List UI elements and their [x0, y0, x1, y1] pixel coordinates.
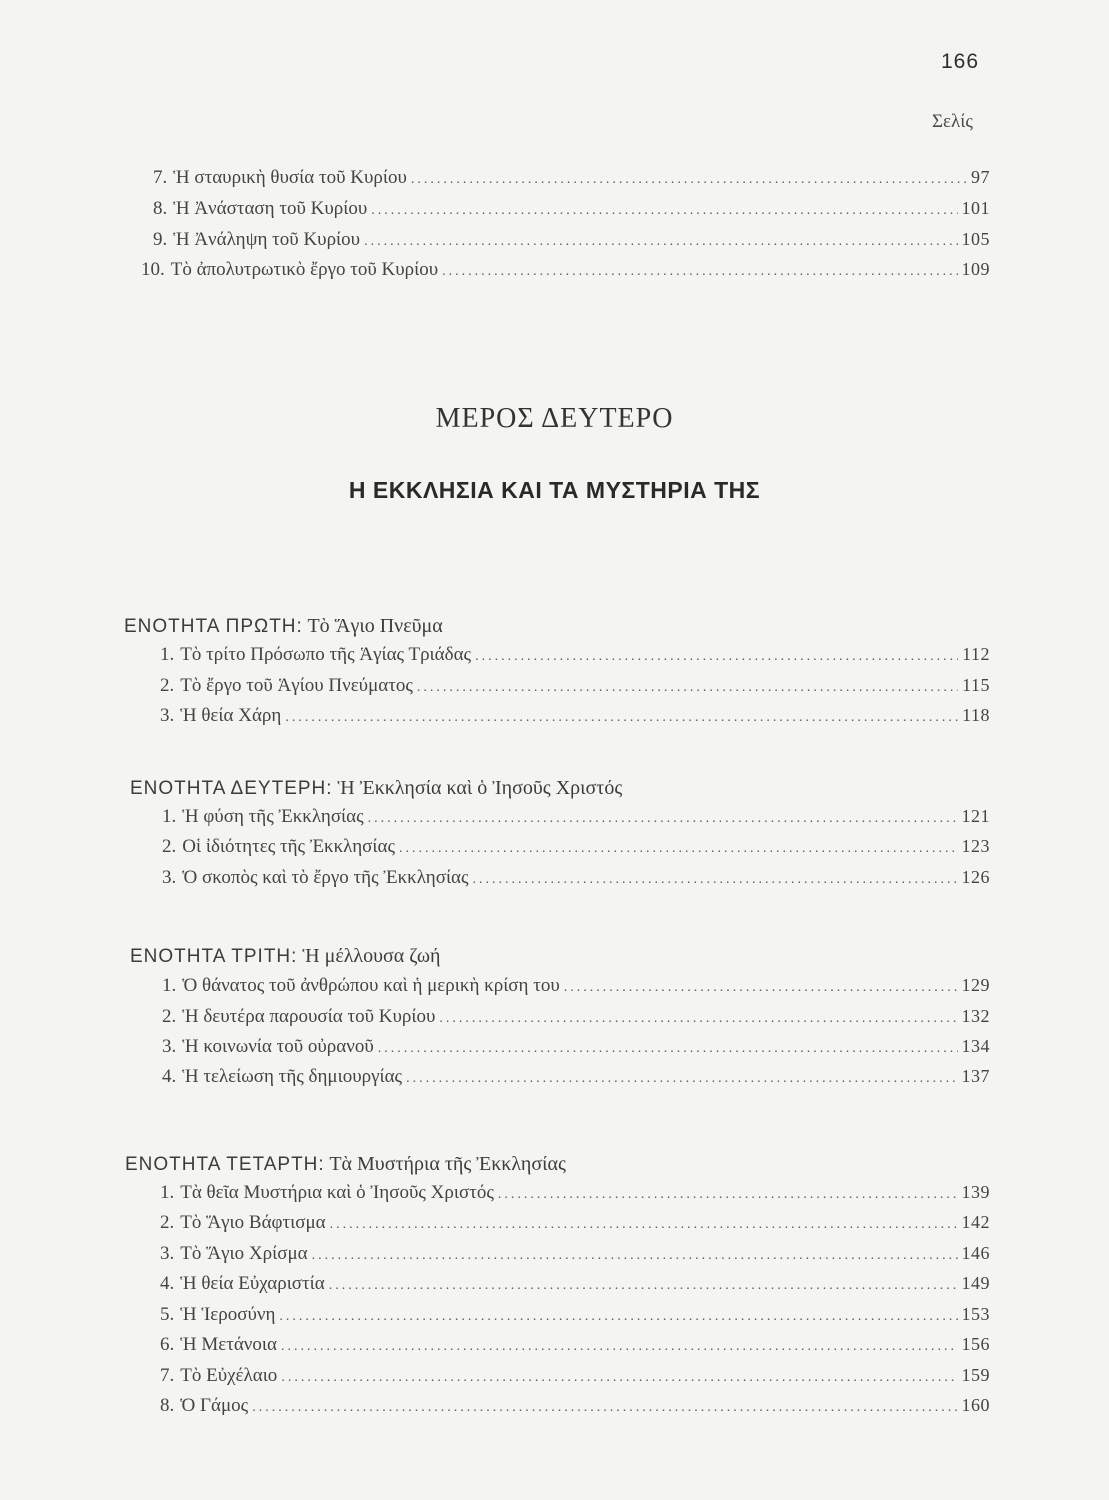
- toc-entry: [162, 1066, 990, 1096]
- dot-leader: [330, 1217, 958, 1233]
- entry-title: Τὰ θεῖα Μυστήρια καὶ ὁ Ἰησοῦς Χριστός: [180, 1182, 494, 1203]
- entry-title: Τὸ Εὐχέλαιο: [180, 1365, 278, 1386]
- page-number: 166: [941, 50, 980, 73]
- entry-number: 4.: [162, 1066, 177, 1087]
- toc-entry: [160, 1243, 990, 1273]
- dot-leader: [417, 680, 958, 696]
- dot-leader: [564, 980, 958, 996]
- entry-page: 160: [961, 1395, 990, 1415]
- entry-page: 149: [961, 1273, 990, 1293]
- entry-page: 134: [961, 1036, 990, 1056]
- entry-page: 142: [961, 1212, 990, 1232]
- part-heading: ΜΕΡΟΣ ΔΕΥΤΕΡΟ: [435, 403, 674, 434]
- entry-title: Τὸ τρίτο Πρόσωπο τῆς Ἁγίας Τριάδας: [180, 644, 472, 665]
- section-label: ΕΝΟΤΗΤΑ ΠΡΩΤΗ:: [124, 616, 303, 637]
- toc-entry: [160, 675, 990, 705]
- entry-number: 7.: [153, 167, 168, 188]
- section-label: ΕΝΟΤΗΤΑ ΤΕΤΑΡΤΗ:: [125, 1154, 325, 1175]
- toc-entry: [160, 1212, 990, 1242]
- dot-leader: [498, 1187, 958, 1203]
- dot-leader: [473, 872, 958, 888]
- entry-number: 1.: [160, 1182, 175, 1203]
- entry-title: Οἱ ἰδιότητες τῆς Ἐκκλησίας: [182, 836, 395, 857]
- dot-leader: [281, 1339, 958, 1355]
- entry-number: 1.: [162, 975, 177, 996]
- part-subtitle: Η ΕΚΚΛΗΣΙΑ ΚΑΙ ΤΑ ΜΥΣΤΗΡΙΑ ΤΗΣ: [348, 477, 761, 503]
- entry-title: Τὸ Ἅγιο Χρίσμα: [180, 1243, 308, 1264]
- entry-page: 109: [961, 259, 990, 279]
- entry-title: Ἡ Ἀνάληψη τοῦ Κυρίου: [173, 229, 361, 250]
- entry-title: Ὁ σκοπὸς καὶ τὸ ἔργο τῆς Ἐκκλησίας: [182, 867, 469, 888]
- section-heading: [124, 615, 443, 638]
- section-title: Ἡ Ἐκκλησία καὶ ὁ Ἰησοῦς Χριστός: [337, 777, 623, 799]
- entry-title: Ἡ τελείωση τῆς δημιουργίας: [182, 1066, 403, 1087]
- entry-page: 101: [961, 198, 990, 218]
- section-title: Ἡ μέλλουσα ζωή: [302, 945, 441, 967]
- entry-title: Τὸ ἀπολυτρωτικὸ ἔργο τοῦ Κυρίου: [170, 259, 439, 280]
- section-title: Τὸ Ἅγιο Πνεῦμα: [307, 615, 443, 637]
- entry-number: 9.: [153, 229, 168, 250]
- section-heading: [130, 945, 440, 968]
- entry-page: 129: [961, 975, 990, 995]
- toc-entry: [160, 644, 990, 674]
- entry-number: 2.: [160, 675, 175, 696]
- entry-number: 10.: [141, 259, 165, 280]
- dot-leader: [285, 710, 958, 726]
- dot-leader: [279, 1309, 957, 1325]
- entry-title: Ὁ θάνατος τοῦ ἀνθρώπου καὶ ἡ μερικὴ κρίση του: [182, 975, 560, 996]
- toc-entry: [160, 1365, 990, 1395]
- dot-leader: [439, 1011, 957, 1027]
- toc-entry: [141, 259, 990, 289]
- dot-leader: [312, 1248, 958, 1264]
- toc-entry: [160, 1395, 990, 1425]
- entry-title: Ἡ Ἱεροσύνη: [180, 1304, 276, 1325]
- dot-leader: [281, 1370, 957, 1386]
- section-label: ΕΝΟΤΗΤΑ ΔΕΥΤΕΡΗ:: [130, 778, 333, 799]
- entry-title: Τὸ Ἅγιο Βάφτισμα: [180, 1212, 326, 1233]
- entry-title: Ἡ θεία Εὐχαριστία: [180, 1273, 325, 1294]
- toc-entry: [153, 167, 990, 197]
- entry-number: 3.: [160, 1243, 175, 1264]
- entry-title: Ἡ σταυρικὴ θυσία τοῦ Κυρίου: [173, 167, 407, 188]
- entry-page: 118: [962, 705, 990, 725]
- dot-leader: [368, 811, 958, 827]
- toc-entry: [162, 1036, 990, 1066]
- entry-number: 7.: [160, 1365, 175, 1386]
- entry-title: Ἡ φύση τῆς Ἐκκλησίας: [182, 806, 364, 827]
- toc-entry: [160, 1273, 990, 1303]
- entry-title: Ἡ Ἀνάσταση τοῦ Κυρίου: [173, 198, 368, 219]
- entry-page: 115: [962, 675, 990, 695]
- toc-entry: [160, 1182, 990, 1212]
- entry-title: Ἡ κοινωνία τοῦ οὐρανοῦ: [182, 1036, 374, 1057]
- toc-entry: [153, 229, 990, 259]
- dot-leader: [371, 203, 957, 219]
- dot-leader: [442, 264, 957, 280]
- entry-page: 156: [961, 1334, 990, 1354]
- entry-page: 132: [961, 1006, 990, 1026]
- section-title: Τὰ Μυστήρια τῆς Ἐκκλησίας: [329, 1153, 566, 1175]
- section-label: ΕΝΟΤΗΤΑ ΤΡΙΤΗ:: [130, 946, 298, 967]
- dot-leader: [475, 649, 958, 665]
- entry-title: Ἡ Μετάνοια: [180, 1334, 277, 1355]
- toc-entry: [160, 1304, 990, 1334]
- toc-entry: [160, 1334, 990, 1364]
- entry-number: 8.: [153, 198, 168, 219]
- toc-entry: [162, 975, 990, 1005]
- dot-leader: [378, 1041, 958, 1057]
- entry-number: 1.: [160, 644, 175, 665]
- entry-number: 5.: [160, 1304, 175, 1325]
- dot-leader: [364, 234, 957, 250]
- entry-title: Τὸ ἔργο τοῦ Ἁγίου Πνεύματος: [180, 675, 413, 696]
- dot-leader: [411, 172, 967, 188]
- entry-page: 137: [961, 1066, 990, 1086]
- dot-leader: [406, 1071, 957, 1087]
- entry-number: 2.: [162, 836, 177, 857]
- dot-leader: [252, 1400, 957, 1416]
- entry-page: 146: [961, 1243, 990, 1263]
- entry-page: 112: [962, 644, 990, 664]
- entry-number: 3.: [162, 867, 177, 888]
- entry-number: 2.: [162, 1006, 177, 1027]
- entry-number: 1.: [162, 806, 177, 827]
- entry-title: Ἡ θεία Χάρη: [180, 705, 282, 726]
- entry-page: 159: [961, 1365, 990, 1385]
- entry-number: 4.: [160, 1273, 175, 1294]
- entry-number: 3.: [162, 1036, 177, 1057]
- section-heading: [130, 777, 622, 800]
- toc-entry: [162, 1006, 990, 1036]
- toc-entry: [162, 867, 990, 897]
- entry-page: 123: [961, 836, 990, 856]
- entry-page: 121: [961, 806, 990, 826]
- section-heading: [125, 1153, 566, 1176]
- dot-leader: [399, 841, 958, 857]
- entry-number: 3.: [160, 705, 175, 726]
- entry-page: 153: [961, 1304, 990, 1324]
- entry-number: 8.: [160, 1395, 175, 1416]
- toc-entry: [153, 198, 990, 228]
- dot-leader: [329, 1278, 958, 1294]
- entry-page: 126: [961, 867, 990, 887]
- entry-page: 139: [961, 1182, 990, 1202]
- entry-title: Ἡ δευτέρα παρουσία τοῦ Κυρίου: [182, 1006, 436, 1027]
- toc-entry: [162, 806, 990, 836]
- entry-title: Ὁ Γάμος: [180, 1395, 249, 1416]
- entry-number: 2.: [160, 1212, 175, 1233]
- pages-column-label: Σελίς: [932, 111, 973, 132]
- entry-number: 6.: [160, 1334, 175, 1355]
- toc-entry: [162, 836, 990, 866]
- entry-page: 105: [961, 229, 990, 249]
- toc-entry: [160, 705, 990, 735]
- entry-page: 97: [971, 167, 990, 187]
